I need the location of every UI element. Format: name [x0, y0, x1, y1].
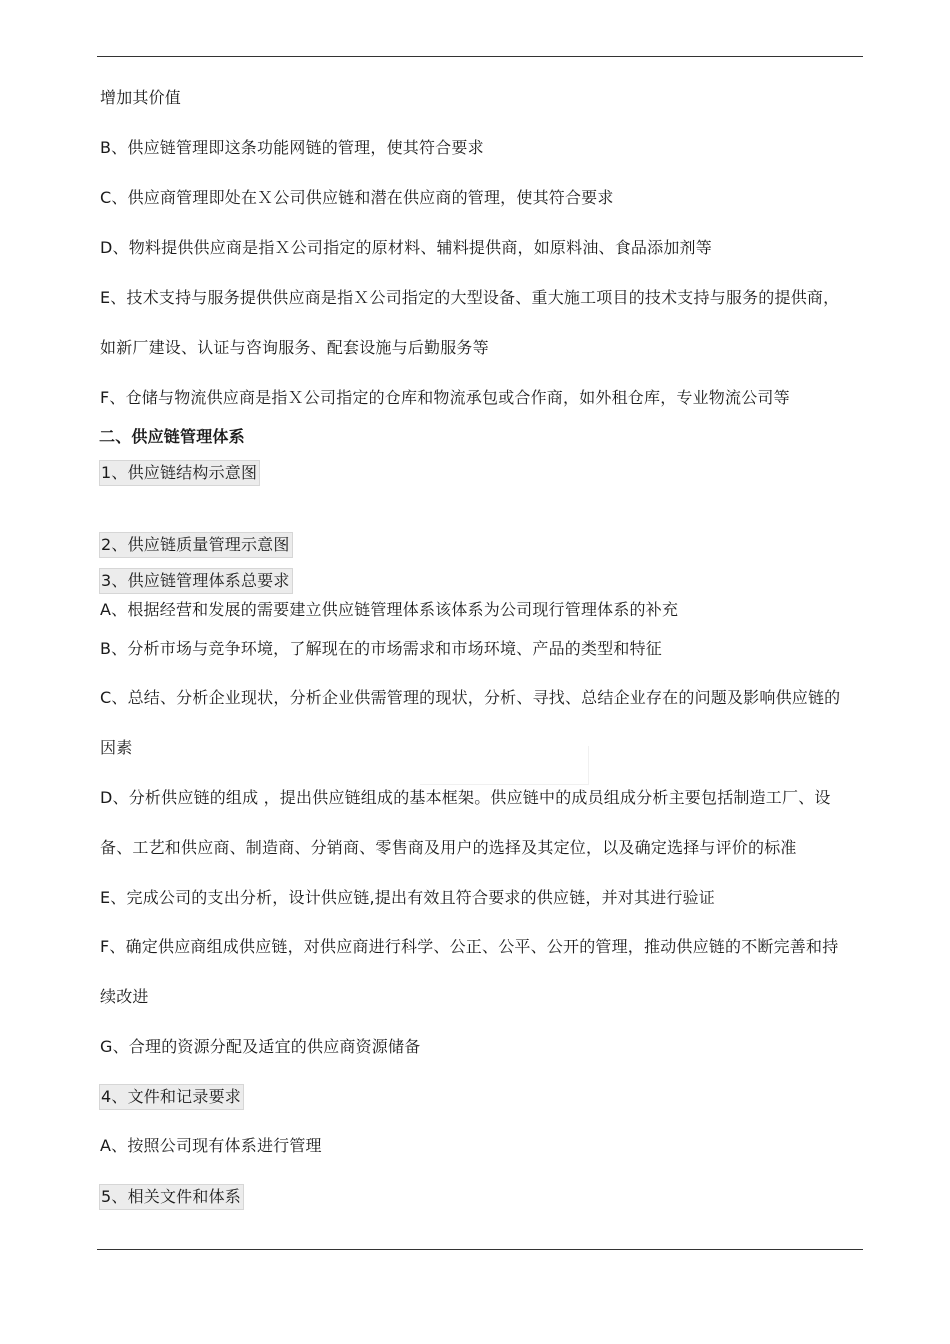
requirement-line: 因素 [100, 738, 133, 757]
footer-rule [97, 1249, 863, 1250]
paragraph-line: D、物料提供供应商是指Ｘ公司指定的原材料、辅料提供商，如原料油、食品添加剂等 [100, 238, 712, 257]
requirement-line: E、完成公司的支出分析，设计供应链,提出有效且符合要求的供应链，并对其进行验证 [100, 888, 715, 907]
requirement-line: F、确定供应商组成供应链，对供应商进行科学、公正、公平、公开的管理，推动供应链的不断完善和持 [100, 937, 839, 956]
paragraph-line: 增加其价值 [100, 88, 182, 107]
header-rule [97, 56, 863, 57]
paragraph-line: F、仓储与物流供应商是指Ｘ公司指定的仓库和物流承包或合作商，如外租仓库，专业物流公司等 [100, 388, 790, 407]
requirement-line: 备、工艺和供应商、制造商、分销商、零售商及用户的选择及其定位，以及确定选择与评价的标准 [100, 838, 797, 857]
requirement-line: D、分析供应链的组成 ，提出供应链组成的基本框架。供应链中的成员组成分析主要包括制造工厂、设 [100, 788, 831, 807]
paragraph-line: C、供应商管理即处在Ｘ公司供应链和潜在供应商的管理，使其符合要求 [100, 188, 614, 207]
requirement-line: G、合理的资源分配及适宜的供应商资源储备 [100, 1037, 421, 1056]
subsection-heading: 3、供应链管理体系总要求 [99, 568, 293, 594]
paragraph-line: E、技术支持与服务提供供应商是指Ｘ公司指定的大型设备、重大施工项目的技术支持与服务的提供商， [100, 288, 840, 307]
subsection-heading: 4、文件和记录要求 [99, 1084, 244, 1110]
paragraph-line: 如新厂建设、认证与咨询服务、配套设施与后勤服务等 [100, 338, 489, 357]
subsection-heading: 5、相关文件和体系 [99, 1184, 244, 1210]
requirement-line: A、根据经营和发展的需要建立供应链管理体系该体系为公司现行管理体系的补充 [100, 600, 679, 619]
requirement-line: C、总结、分析企业现状，分析企业供需管理的现状，分析、寻找、总结企业存在的问题及影响供应链的 [100, 688, 841, 707]
paragraph-line: B、供应链管理即这条功能网链的管理，使其符合要求 [100, 138, 484, 157]
subsection-heading: 2、供应链质量管理示意图 [99, 532, 293, 558]
faint-frame [420, 746, 589, 785]
requirement-line: A、按照公司现有体系进行管理 [100, 1136, 322, 1155]
section-heading: 二、供应链管理体系 [99, 427, 245, 446]
subsection-heading: 1、供应链结构示意图 [99, 460, 260, 486]
requirement-line: B、分析市场与竞争环境，了解现在的市场需求和市场环境、产品的类型和特征 [100, 639, 662, 658]
requirement-line: 续改进 [100, 987, 149, 1006]
